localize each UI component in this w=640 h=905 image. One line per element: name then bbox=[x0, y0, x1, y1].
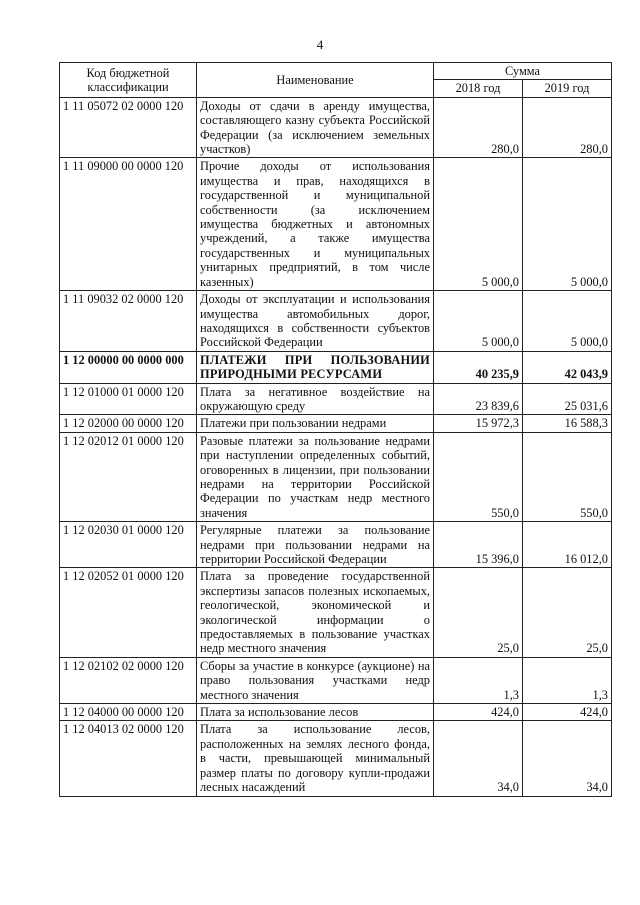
row-code: 1 11 05072 02 0000 120 bbox=[60, 97, 197, 158]
row-code: 1 12 02102 02 0000 120 bbox=[60, 657, 197, 703]
row-sum-2018: 550,0 bbox=[434, 432, 523, 521]
header-code: Код бюджетной классификации bbox=[60, 63, 197, 98]
row-code: 1 12 00000 00 0000 000 bbox=[60, 351, 197, 383]
table-row bbox=[60, 97, 612, 158]
row-sum-2019: 424,0 bbox=[523, 704, 612, 721]
row-sum-2018: 424,0 bbox=[434, 704, 523, 721]
row-sum-2018: 5 000,0 bbox=[434, 158, 523, 291]
row-sum-2019: 16 588,3 bbox=[523, 415, 612, 432]
row-code: 1 12 02000 00 0000 120 bbox=[60, 415, 197, 432]
row-name: Регулярные платежи за пользование недрами при пользовании недрами на территории Российской Федерации bbox=[197, 522, 434, 568]
row-sum-2019: 550,0 bbox=[523, 432, 612, 521]
table-row bbox=[60, 568, 612, 657]
row-name: Доходы от эксплуатации и использования имущества автомобильных дорог, находящихся в собственности субъектов Российской Федерации bbox=[197, 291, 434, 352]
table-row bbox=[60, 704, 612, 721]
row-sum-2018: 23 839,6 bbox=[434, 383, 523, 415]
row-code: 1 12 02030 01 0000 120 bbox=[60, 522, 197, 568]
row-name: Платежи при пользовании недрами bbox=[197, 415, 434, 432]
row-sum-2018: 280,0 bbox=[434, 97, 523, 158]
row-name: Плата за негативное воздействие на окружающую среду bbox=[197, 383, 434, 415]
row-name: Разовые платежи за пользование недрами при наступлении определенных событий, оговоренных в лицензии, при пользовании недрами на территории Российской Федерации по участкам недр местного значения bbox=[197, 432, 434, 521]
row-sum-2019: 280,0 bbox=[523, 97, 612, 158]
row-code: 1 12 04000 00 0000 120 bbox=[60, 704, 197, 721]
row-sum-2019: 42 043,9 bbox=[523, 351, 612, 383]
row-code: 1 11 09032 02 0000 120 bbox=[60, 291, 197, 352]
table-row bbox=[60, 383, 612, 415]
table-row bbox=[60, 657, 612, 703]
row-sum-2019: 5 000,0 bbox=[523, 158, 612, 291]
row-code: 1 12 01000 01 0000 120 bbox=[60, 383, 197, 415]
row-code: 1 12 04013 02 0000 120 bbox=[60, 721, 197, 796]
row-sum-2019: 1,3 bbox=[523, 657, 612, 703]
table-row bbox=[60, 522, 612, 568]
header-year-2018: 2018 год bbox=[434, 80, 523, 97]
table-row bbox=[60, 432, 612, 521]
row-sum-2019: 34,0 bbox=[523, 721, 612, 796]
row-sum-2019: 16 012,0 bbox=[523, 522, 612, 568]
row-sum-2018: 40 235,9 bbox=[434, 351, 523, 383]
budget-table bbox=[59, 62, 612, 797]
row-name: Доходы от сдачи в аренду имущества, составляющего казну субъекта Российской Федерации (за исключением земельных участков) bbox=[197, 97, 434, 158]
header-name: Наименование bbox=[197, 63, 434, 98]
row-sum-2019: 25 031,6 bbox=[523, 383, 612, 415]
row-name: Прочие доходы от использования имущества и прав, находящихся в государственной и муниципальной собственности (за исключением имущества бюджетных и автономных учреждений, а также имущества государственных и муниципальных унитарных предприятий, в том числе казенных) bbox=[197, 158, 434, 291]
table-row bbox=[60, 158, 612, 291]
row-sum-2019: 25,0 bbox=[523, 568, 612, 657]
table-row bbox=[60, 291, 612, 352]
header-sum: Сумма bbox=[434, 63, 612, 80]
row-name: Плата за использование лесов, расположенных на землях лесного фонда, в части, превышающей минимальный размер платы по договору купли-продажи лесных насаждений bbox=[197, 721, 434, 796]
row-name: ПЛАТЕЖИ ПРИ ПОЛЬЗОВАНИИ ПРИРОДНЫМИ РЕСУРСАМИ bbox=[197, 351, 434, 383]
row-name: Сборы за участие в конкурсе (аукционе) на право пользования участками недр местного значения bbox=[197, 657, 434, 703]
table-body bbox=[60, 97, 612, 796]
table-row bbox=[60, 415, 612, 432]
row-sum-2018: 25,0 bbox=[434, 568, 523, 657]
row-sum-2018: 15 396,0 bbox=[434, 522, 523, 568]
row-sum-2018: 1,3 bbox=[434, 657, 523, 703]
header-year-2019: 2019 год bbox=[523, 80, 612, 97]
row-sum-2018: 5 000,0 bbox=[434, 291, 523, 352]
page-number: 4 bbox=[316, 37, 324, 52]
header-row bbox=[60, 63, 612, 80]
row-code: 1 12 02052 01 0000 120 bbox=[60, 568, 197, 657]
row-name: Плата за использование лесов bbox=[197, 704, 434, 721]
row-sum-2019: 5 000,0 bbox=[523, 291, 612, 352]
table-row bbox=[60, 721, 612, 796]
row-sum-2018: 34,0 bbox=[434, 721, 523, 796]
row-code: 1 12 02012 01 0000 120 bbox=[60, 432, 197, 521]
row-sum-2018: 15 972,3 bbox=[434, 415, 523, 432]
table-row bbox=[60, 351, 612, 383]
row-code: 1 11 09000 00 0000 120 bbox=[60, 158, 197, 291]
row-name: Плата за проведение государственной экспертизы запасов полезных ископаемых, геологической, экономической и экологической информации о предоставляемых в пользование участках недр местного значения bbox=[197, 568, 434, 657]
